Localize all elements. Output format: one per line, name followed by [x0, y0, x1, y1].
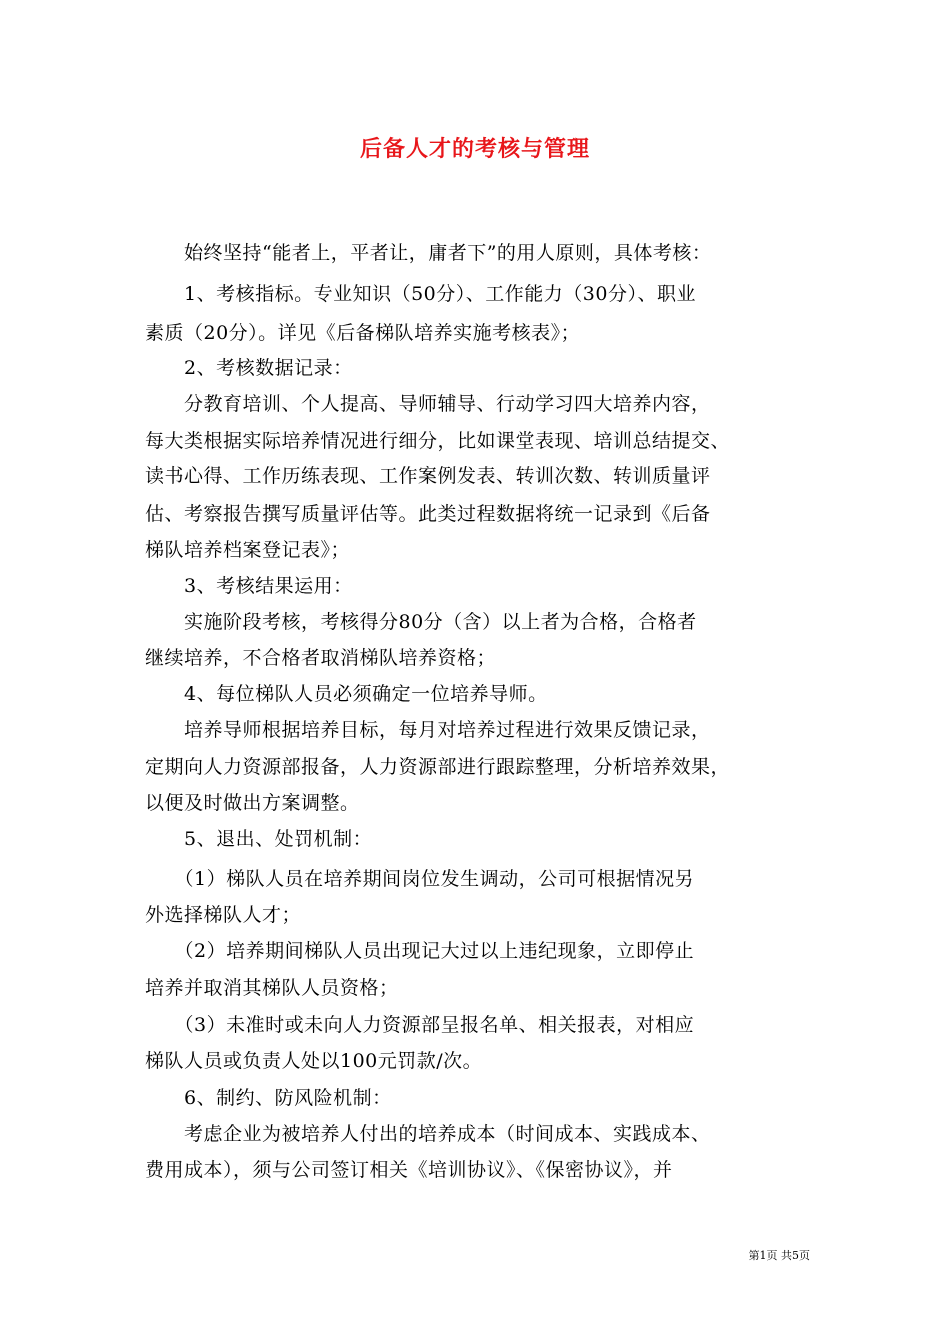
- body-line: 2、考核数据记录：: [145, 357, 353, 379]
- body-line: 外选择梯队人才；: [145, 904, 302, 926]
- body-line: 分教育培训、个人提高、导师辅导、行动学习四大培养内容，: [145, 393, 711, 415]
- body-line: 5、退出、处罚机制：: [145, 828, 373, 850]
- body-line: 梯队培养档案登记表》；: [145, 539, 351, 561]
- body-line: 读书心得、工作历练表现、工作案例发表、转训次数、转训质量评: [145, 465, 711, 487]
- body-line: 定期向人力资源部报备，人力资源部进行跟踪整理，分析培养效果，: [145, 756, 731, 778]
- body-line: 继续培养，不合格者取消梯队培养资格；: [145, 647, 497, 669]
- body-line: 梯队人员或负责人处以100元罚款/次。: [145, 1050, 483, 1072]
- body-line: 培养导师根据培养目标，每月对培养过程进行效果反馈记录，: [145, 719, 711, 741]
- page-number: 第1页 共5页: [748, 1249, 810, 1262]
- body-line: （2）培养期间梯队人员出现记大过以上违纪现象，立即停止: [145, 940, 695, 962]
- body-line: 始终坚持“能者上，平者让，庸者下”的用人原则，具体考核：: [145, 242, 712, 264]
- body-line: 培养并取消其梯队人员资格；: [145, 977, 399, 999]
- body-line: 实施阶段考核，考核得分80分（含）以上者为合格，合格者: [145, 611, 697, 633]
- body-line: 每大类根据实际培养情况进行细分，比如课堂表现、培训总结提交、: [145, 430, 731, 452]
- body-line: 估、考察报告撰写质量评估等。此类过程数据将统一记录到《后备: [145, 503, 711, 525]
- body-line: 3、考核结果运用：: [145, 575, 353, 597]
- body-line: 考虑企业为被培养人付出的培养成本（时间成本、实践成本、: [145, 1123, 711, 1145]
- body-line: 4、每位梯队人员必须确定一位培养导师。: [145, 683, 548, 705]
- body-line: 1、考核指标。专业知识（50分）、工作能力（30分）、职业: [145, 283, 696, 305]
- document-title: 后备人才的考核与管理: [359, 136, 590, 162]
- body-line: （3）未准时或未向人力资源部呈报名单、相关报表，对相应: [145, 1014, 695, 1036]
- body-line: 费用成本），须与公司签订相关《培训协议》、《保密协议》，并: [145, 1159, 673, 1181]
- body-line: 素质（20分）。详见《后备梯队培养实施考核表》；: [145, 322, 581, 344]
- body-line: 以便及时做出方案调整。: [145, 792, 360, 814]
- body-line: （1）梯队人员在培养期间岗位发生调动，公司可根据情况另: [145, 868, 695, 890]
- body-line: 6、制约、防风险机制：: [145, 1087, 392, 1109]
